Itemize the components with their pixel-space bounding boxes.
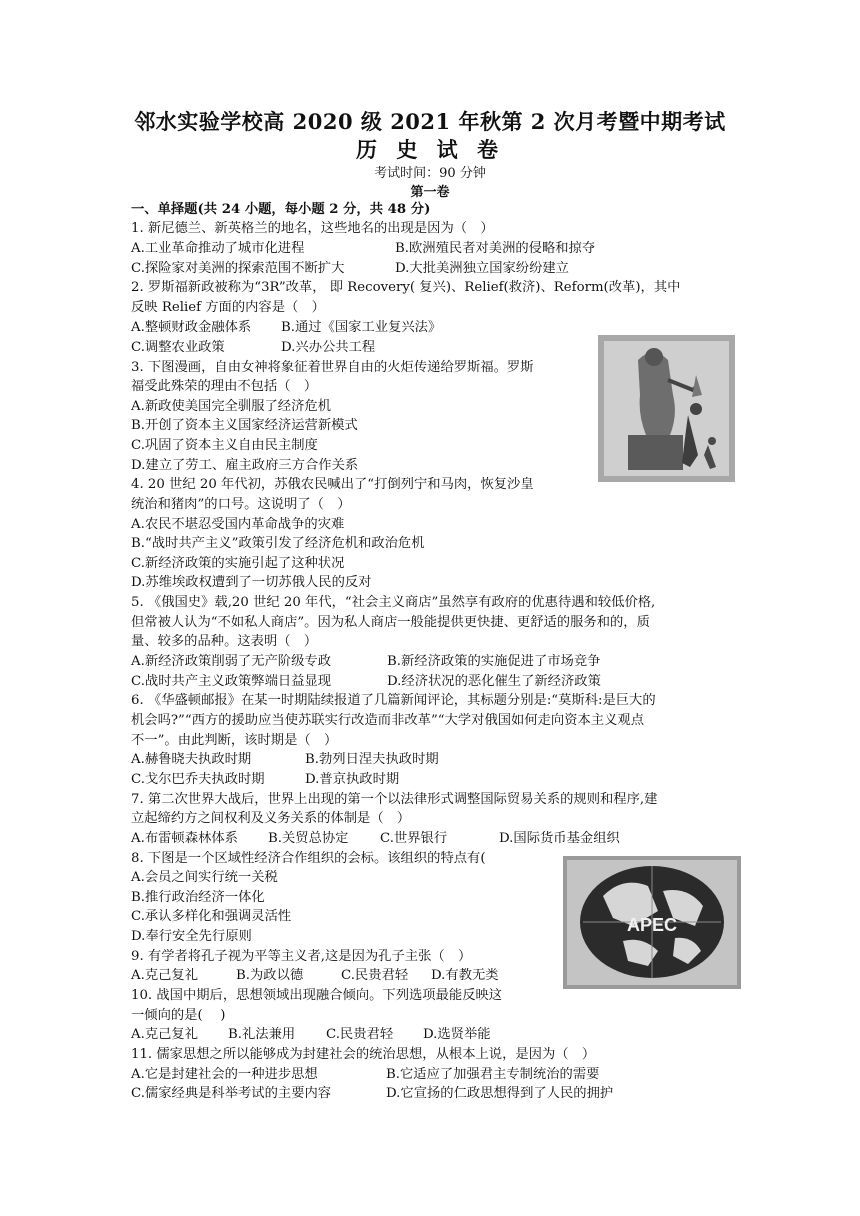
question-1-option-c: C.探险家对美洲的探索范围不断扩大: [131, 261, 345, 276]
question-5-stem-line3: 量、较多的品种。这表明（ ）: [131, 634, 318, 649]
question-6-option-c: C.戈尔巴乔夫执政时期: [131, 772, 265, 787]
question-7-option-c: C.世界银行: [380, 831, 448, 846]
question-5-stem-line1: 5. 《俄国史》载,20 世纪 20 年代，“社会主义商店”虽然享有政府的优惠待遇和较低价格,: [131, 595, 656, 610]
question-11-option-b: B.它适应了加强君主专制统治的需要: [386, 1067, 600, 1082]
question-3-option-a: A.新政使美国完全驯服了经济危机: [131, 399, 331, 414]
question-1-option-a: A.工业革命推动了城市化进程: [131, 241, 305, 256]
question-10-option-d: D.选贤举能: [423, 1027, 491, 1042]
question-3-option-d: D.建立了劳工、雇主政府三方合作关系: [131, 458, 359, 473]
question-4-stem-line1: 4. 20 世纪 20 年代初，苏俄农民喊出了“打倒列宁和马肉，恢复沙皇: [131, 477, 534, 492]
exam-time: 考试时间：90 分钟: [374, 166, 486, 181]
question-9-option-b: B.为政以德: [236, 968, 304, 983]
question-4-stem-line2: 统治和猪肉”的口号。这说明了（ ）: [131, 497, 351, 512]
question-10-option-b: B.礼法兼用: [228, 1027, 296, 1042]
question-8-option-b: B.推行政治经济一体化: [131, 890, 265, 905]
question-10-stem-line1: 10. 战国中期后，思想领域出现融合倾向。下列选项最能反映这: [131, 988, 503, 1003]
question-10-stem-line2: 一倾向的是( ): [131, 1008, 226, 1023]
question-3-stem-line2: 福受此殊荣的理由不包括（ ）: [131, 379, 318, 394]
question-11-stem: 11. 儒家思想之所以能够成为封建社会的统治思想，从根本上说，是因为（ ）: [131, 1047, 596, 1062]
question-8-stem: 8. 下图是一个区域性经济合作组织的会标。该组织的特点有(: [131, 851, 486, 866]
question-2-stem-line2: 反映 Relief 方面的内容是（ ）: [131, 300, 325, 315]
question-10-option-c: C.民贵君轻: [326, 1027, 394, 1042]
question-6-option-b: B.勃列日涅夫执政时期: [305, 752, 439, 767]
question-6-option-a: A.赫鲁晓夫执政时期: [131, 752, 252, 767]
question-9-option-c: C.民贵君轻: [341, 968, 409, 983]
question-1-option-b: B.欧洲殖民者对美洲的侵略和掠夺: [395, 241, 596, 256]
section-heading: 一、单择题(共 24 小题，每小题 2 分，共 48 分): [131, 202, 431, 217]
question-3-stem-line1: 3. 下图漫画，自由女神将象征着世界自由的火炬传递给罗斯福。罗斯: [131, 360, 534, 375]
question-6-stem-line2: 机会吗?”“西方的援助应当使苏联实行改造而非改革”“大学对俄国如何走向资本主义观点: [131, 713, 645, 728]
question-11-option-d: D.它宣扬的仁政思想得到了人民的拥护: [386, 1086, 614, 1101]
question-5-option-c: C.战时共产主义政策弊端日益显现: [131, 674, 332, 689]
question-8-option-a: A.会员之间实行统一关税: [131, 870, 278, 885]
question-1-stem: 1. 新尼德兰、新英格兰的地名，这些地名的出现是因为（ ）: [131, 221, 494, 236]
question-7-option-b: B.关贸总协定: [268, 831, 349, 846]
exam-title: 邻水实验学校高 2020 级 2021 年秋第 2 次月考暨中期考试: [134, 109, 726, 134]
question-6-stem-line1: 6. 《华盛顿邮报》在某一时期陆续报道了几篇新闻评论，其标题分别是:“莫斯科:是巨大的: [131, 693, 656, 708]
question-5-stem-line2: 但常被人认为“不如私人商店”。因为私人商店一般能提供更快捷、更舒适的服务和的，质: [131, 615, 650, 630]
apec-logo-image: [563, 856, 741, 989]
question-2-option-a: A.整顿财政金融体系: [131, 320, 252, 335]
question-10-option-a: A.克己复礼: [131, 1027, 199, 1042]
question-11-option-c: C.儒家经典是科举考试的主要内容: [131, 1086, 332, 1101]
question-4-option-c: C.新经济政策的实施引起了这种状况: [131, 556, 345, 571]
volume-label: 第一卷: [410, 185, 450, 200]
question-7-option-d: D.国际货币基金组织: [499, 831, 620, 846]
question-11-option-a: A.它是封建社会的一种进步思想: [131, 1067, 318, 1082]
question-4-option-a: A.农民不堪忍受国内革命战争的灾难: [131, 517, 345, 532]
cartoon-statue-of-liberty-image: [598, 335, 735, 482]
apec-logo-text: APEC: [626, 915, 678, 935]
question-2-option-c: C.调整农业政策: [131, 340, 225, 355]
question-8-option-d: D.奉行安全先行原则: [131, 929, 252, 944]
question-4-option-b: B.“战时共产主义”政策引发了经济危机和政治危机: [131, 536, 425, 551]
question-9-option-a: A.克己复礼: [131, 968, 199, 983]
question-7-stem-line1: 7. 第二次世界大战后，世界上出现的第一个以法律形式调整国际贸易关系的规则和程序,建: [131, 792, 658, 807]
question-7-stem-line2: 立起缔约方之间权利及义务关系的体制是（ ）: [131, 811, 411, 826]
question-9-option-d: D.有教无类: [431, 968, 499, 983]
question-6-option-d: D.普京执政时期: [305, 772, 400, 787]
question-1-option-d: D.大批美洲独立国家纷纷建立: [395, 261, 569, 276]
question-2-option-d: D.兴办公共工程: [281, 340, 376, 355]
question-3-option-b: B.开创了资本主义国家经济运营新模式: [131, 418, 358, 433]
question-5-option-b: B.新经济政策的实施促进了市场竞争: [387, 654, 601, 669]
question-2-stem-line1: 2. 罗斯福新政被称为“3R”改革， 即 Recovery( 复兴)、Relief(救济)、Reform(改革)，其中: [131, 280, 681, 295]
question-4-option-d: D.苏维埃政权遭到了一切苏俄人民的反对: [131, 575, 372, 590]
question-5-option-a: A.新经济政策削弱了无产阶级专政: [131, 654, 331, 669]
question-9-stem: 9. 有学者将孔子视为平等主义者,这是因为孔子主张（ ）: [131, 949, 472, 964]
question-3-option-c: C.巩固了资本主义自由民主制度: [131, 438, 318, 453]
question-2-option-b: B.通过《国家工业复兴法》: [281, 320, 442, 335]
question-7-option-a: A.布雷顿森林体系: [131, 831, 238, 846]
question-6-stem-line3: 不一”。由此判断，该时期是（ ）: [131, 733, 338, 748]
question-8-option-c: C.承认多样化和强调灵活性: [131, 909, 292, 924]
exam-subject-title: 历 史 试 卷: [356, 137, 504, 162]
question-5-option-d: D.经济状况的恶化催生了新经济政策: [387, 674, 601, 689]
